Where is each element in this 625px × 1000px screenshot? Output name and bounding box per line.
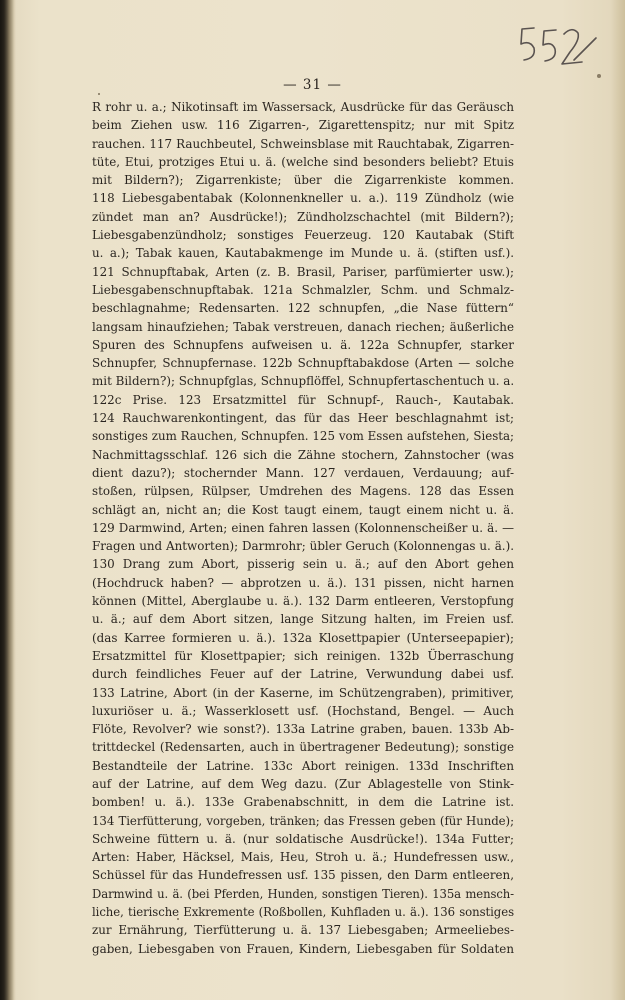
text-line: Ersatzmittel für Klosettpapier; sich reinigen. 132b Überraschung <box>92 648 514 663</box>
text-line: zündet man an? Ausdrücke!); Zündholzschachtel (mit Bildern?); <box>92 209 514 224</box>
page-number: — 31 — <box>283 77 342 93</box>
text-line: Liebesgabenzündholz; sonstiges Feuerzeug. 120 Kautabak (Stift <box>92 228 514 243</box>
paper-speck <box>98 93 100 95</box>
text-line: 133 Latrine, Abort (in der Kaserne, im Schützengraben), primitiver, <box>92 685 514 700</box>
text-line: durch feindliches Feuer auf der Latrine, Verwundung dabei usf. <box>92 667 514 682</box>
body-text <box>92 98 514 958</box>
text-line: Nachmittagsschlaf. 126 sich die Zähne stochern, Zahnstocher (was <box>92 447 514 462</box>
text-line: Bestandteile der Latrine. 133c Abort reinigen. 133d Inschriften <box>92 758 514 773</box>
text-line: können (Mittel, Aberglaube u. ä.). 132 Darm entleeren, Verstopfung <box>92 594 514 609</box>
text-line: beschlagnahme; Redensarten. 122 schnupfen, „die Nase füttern“ <box>92 301 514 316</box>
handwritten-page-note <box>512 20 602 80</box>
text-line: Schnupfer, Schnupfernase. 122b Schnupftabakdose (Arten — solche <box>92 356 514 371</box>
text-line: (das Karree formieren u. ä.). 132a Klosettpapier (Unterseepapier); <box>92 630 514 645</box>
text-line: Flöte, Revolver? wie sonst?). 133a Latrine graben, bauen. 133b Ab- <box>92 722 514 737</box>
text-line: dient dazu?); stochernder Mann. 127 verdauen, Verdauung; auf- <box>92 465 514 480</box>
text-line: liche, tierische Exkremente (Roßbollen, Kuhfladen u. ä.). 136 sonstiges <box>92 905 514 920</box>
text-line: 130 Drang zum Abort, pisserig sein u. ä.; auf den Abort gehen <box>92 557 514 572</box>
text-line: Schweine füttern u. ä. (nur soldatische Ausdrücke!). 134a Futter; <box>92 831 514 846</box>
text-line: (Hochdruck haben? — abprotzen u. ä.). 131 pissen, nicht harnen <box>92 575 514 590</box>
text-line: Liebesgabenschnupftabak. 121a Schmalzler, Schm. und Schmalz- <box>92 282 514 297</box>
text-line: auf der Latrine, auf dem Weg dazu. (Zur Ablagestelle von Stink- <box>92 776 514 791</box>
text-line: 122c Prise. 123 Ersatzmittel für Schnupf-, Rauch-, Kautabak. <box>92 392 514 407</box>
text-line: Darmwind u. ä. (bei Pferden, Hunden, sonstigen Tieren). 135a mensch- <box>92 886 514 901</box>
text-line: gaben, Liebesgaben von Frauen, Kindern, Liebesgaben für Soldaten <box>92 941 514 956</box>
text-line: u. ä.; auf dem Abort sitzen, lange Sitzung halten, im Freien usf. <box>92 612 514 627</box>
text-line: 118 Liebesgabentabak (Kolonnenkneller u. a.). 119 Zündholz (wie <box>92 191 514 206</box>
text-line: mit Bildern?); Zigarrenkiste; über die Zigarrenkiste kommen. <box>92 173 514 188</box>
text-line: 124 Rauchwarenkontingent, das für das Heer beschlagnahmt ist; <box>92 411 514 426</box>
text-line: trittdeckel (Redensarten, auch in übertragener Bedeutung); sonstige <box>92 740 514 755</box>
text-line: schlägt an, nicht an; die Kost taugt einem, taugt einem nicht u. ä. <box>92 502 514 517</box>
text-line: 121 Schnupftabak, Arten (z. B. Brasil, Pariser, parfümierter usw.); <box>92 264 514 279</box>
text-line: sonstiges zum Rauchen, Schnupfen. 125 vom Essen aufstehen, Siesta; <box>92 429 514 444</box>
text-line: zur Ernährung, Tierfütterung u. ä. 137 Liebesgaben; Armeeliebes- <box>92 923 514 938</box>
text-line: 134 Tierfütterung, vorgeben, tränken; das Fressen geben (für Hunde); <box>92 813 514 828</box>
text-line: Arten: Haber, Häcksel, Mais, Heu, Stroh u. ä.; Hundefressen usw., <box>92 850 514 865</box>
text-line: R rohr u. a.; Nikotinsaft im Wassersack, Ausdrücke für das Geräusch <box>92 100 514 114</box>
text-line: bomben! u. ä.). 133e Grabenabschnitt, in dem die Latrine ist. <box>92 795 514 810</box>
text-line: langsam hinaufziehen; Tabak verstreuen, danach riechen; äußerliche <box>92 319 514 334</box>
text-line: luxuriöser u. ä.; Wasserklosett usf. (Hochstand, Bengel. — Auch <box>92 703 514 718</box>
text-line: rauchen. 117 Rauchbeutel, Schweinsblase mit Rauchtabak, Zigarren- <box>92 136 514 151</box>
text-line: tüte, Etui, protziges Etui u. ä. (welche sind besonders beliebt? Etuis <box>92 154 514 169</box>
text-line: 129 Darmwind, Arten; einen fahren lassen (Kolonnenscheißer u. ä. — <box>92 520 514 535</box>
spine-shadow <box>0 0 14 1000</box>
text-line: Schüssel für das Hundefressen usf. 135 pissen, den Darm entleeren, <box>92 868 514 883</box>
text-line: beim Ziehen usw. 116 Zigarren-, Zigarettenspitz; nur mit Spitz <box>92 118 514 133</box>
text-line: Spuren des Schnupfens aufweisen u. ä. 122a Schnupfer, starker <box>92 337 514 352</box>
text-line: Fragen und Antworten); Darmrohr; übler Geruch (Kolonnengas u. ä.). <box>92 539 514 554</box>
text-line: u. a.); Tabak kauen, Kautabakmenge im Munde u. ä. (stiften usf.). <box>92 246 514 261</box>
text-line: mit Bildern?); Schnupfglas, Schnupflöffel, Schnupfertaschentuch u. a. <box>92 374 515 389</box>
text-line: stoßen, rülpsen, Rülpser, Umdrehen des Magens. 128 das Essen <box>92 484 514 499</box>
